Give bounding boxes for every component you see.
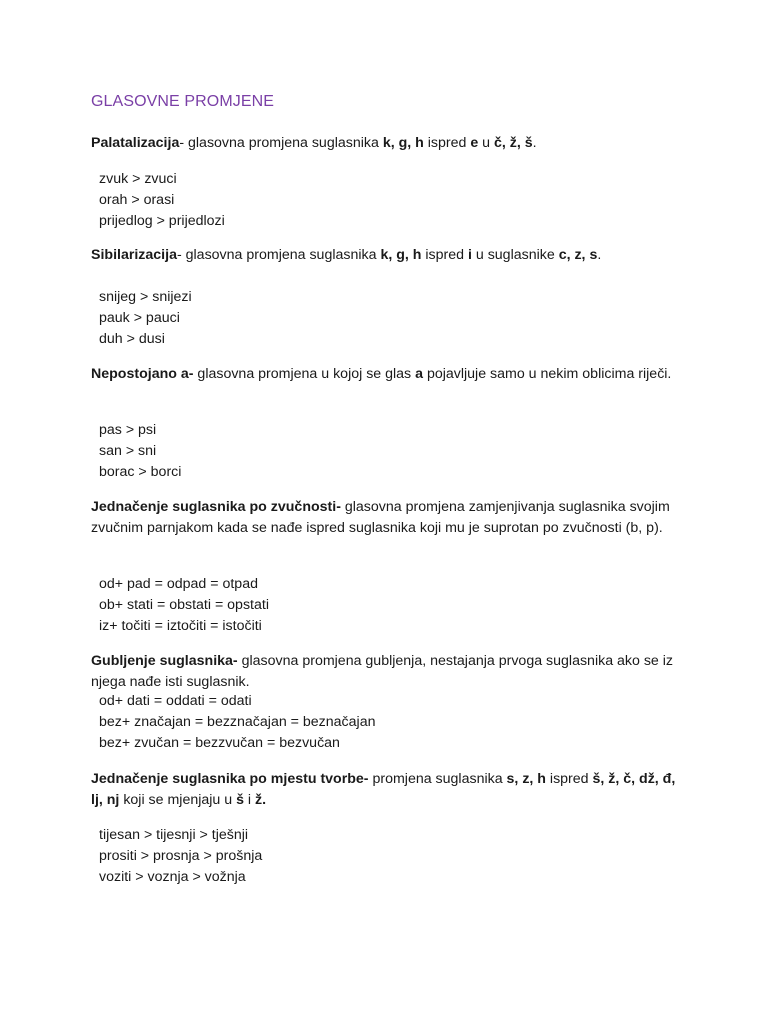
document-title: GLASOVNE PROMJENE xyxy=(91,93,275,110)
examples-palatalizacija xyxy=(99,169,225,232)
definition-text: i xyxy=(243,792,256,808)
definition-term-bold: c, z, s xyxy=(558,247,598,263)
example-line: orah > orasi xyxy=(99,192,175,208)
example-line: zvuk > zvuci xyxy=(99,171,177,187)
definition-term-bold: e xyxy=(470,135,479,151)
definition-gubljenje-suglasnika xyxy=(91,651,691,693)
definition-text: . xyxy=(532,135,537,151)
definition-text: u suglasnike xyxy=(471,247,559,263)
definition-text: ispred xyxy=(421,247,468,263)
definition-text: ispred xyxy=(545,771,593,787)
example-line: pas > psi xyxy=(99,422,157,438)
definition-term-bold: Jednačenje suglasnika po zvučnosti- xyxy=(91,499,341,515)
example-line: san > sni xyxy=(99,443,157,459)
definition-text: - glasovna promjena suglasnika xyxy=(179,135,383,151)
definition-term-bold: k, g, h xyxy=(382,135,424,151)
example-line: od+ pad = odpad = otpad xyxy=(99,576,258,592)
definition-text: koji se mjenjaju u xyxy=(119,792,237,808)
examples-gubljenje-suglasnika xyxy=(99,691,375,754)
example-line: iz+ točiti = iztočiti = istočiti xyxy=(99,618,262,634)
definition-palatalizacija xyxy=(91,133,691,154)
example-line: snijeg > snijezi xyxy=(99,289,192,305)
definition-text: u xyxy=(478,135,495,151)
definition-text: promjena suglasnika xyxy=(368,771,507,787)
example-line: borac > borci xyxy=(99,464,182,480)
definition-term-bold: š, ž, č, dž, đ, lj, nj xyxy=(91,771,676,808)
definition-nepostojano-a xyxy=(91,364,691,385)
definition-text: pojavljuje samo u nekim oblicima riječi. xyxy=(423,366,672,382)
example-line: od+ dati = oddati = odati xyxy=(99,693,252,709)
examples-nepostojano-a xyxy=(99,420,181,483)
example-line: bez+ značajan = bezznačajan = beznačajan xyxy=(99,714,376,730)
definition-text: glasovna promjena gubljenja, nestajanja prvoga suglasnika ako se iz njega nađe isti suglasnik. xyxy=(91,653,674,690)
definition-term-bold: i xyxy=(467,247,472,263)
definition-term-bold: ž. xyxy=(255,792,267,808)
example-line: voziti > voznja > vožnja xyxy=(99,869,246,885)
example-line: duh > dusi xyxy=(99,331,165,347)
examples-sibilarizacija xyxy=(99,287,192,350)
definition-jednacenje-po-mjestu-tvorbe xyxy=(91,769,691,811)
definition-text: glasovna promjena u kojoj se glas xyxy=(193,366,416,382)
examples-jednacenje-po-mjestu-tvorbe xyxy=(99,825,262,888)
definition-term-bold: š xyxy=(236,792,244,808)
definition-term-bold: s, z, h xyxy=(506,771,546,787)
definition-text: - glasovna promjena suglasnika xyxy=(176,247,381,263)
definition-term-bold: Jednačenje suglasnika po mjestu tvorbe- xyxy=(91,771,369,787)
example-line: ob+ stati = obstati = opstati xyxy=(99,597,269,613)
example-line: prijedlog > prijedlozi xyxy=(99,213,225,229)
definition-sibilarizacija xyxy=(91,245,691,266)
example-line: pauk > pauci xyxy=(99,310,180,326)
examples-jednacenje-po-zvucnosti xyxy=(99,574,269,637)
definition-term-bold: č, ž, š xyxy=(494,135,533,151)
example-line: bez+ zvučan = bezzvučan = bezvučan xyxy=(99,735,340,751)
example-line: tijesan > tijesnji > tješnji xyxy=(99,827,249,843)
definition-term-bold: Sibilarizacija xyxy=(91,247,177,263)
definition-term-bold: Palatalizacija xyxy=(91,135,180,151)
definition-term-bold: Nepostojano a- xyxy=(91,366,194,382)
definition-jednacenje-po-zvucnosti xyxy=(91,497,691,539)
example-line: prositi > prosnja > prošnja xyxy=(99,848,263,864)
definition-term-bold: Gubljenje suglasnika- xyxy=(91,653,238,669)
definition-text: . xyxy=(597,247,602,263)
definition-text: ispred xyxy=(423,135,471,151)
definition-term-bold: a xyxy=(415,366,423,382)
definition-text: glasovna promjena zamjenjivanja suglasnika svojim zvučnim parnjakom kada se nađe ispred suglasnika koji mu je suprotan po zvučnosti (b, p). xyxy=(91,499,670,536)
definition-term-bold: k, g, h xyxy=(380,247,422,263)
